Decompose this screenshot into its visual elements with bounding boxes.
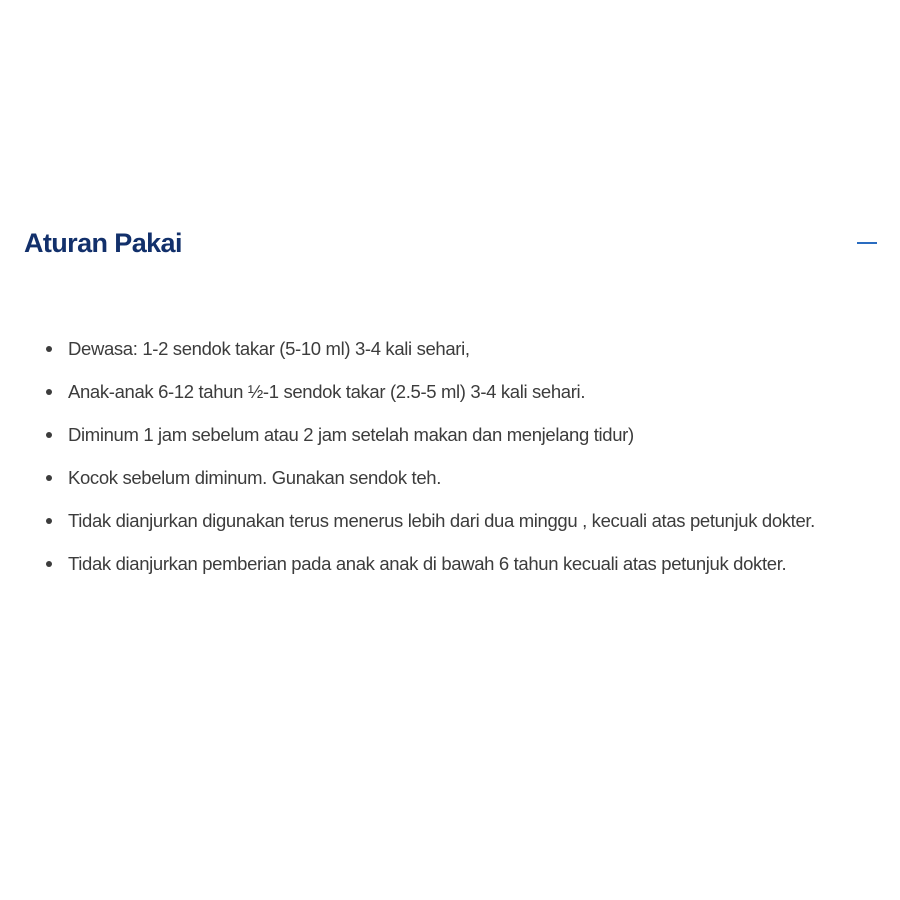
list-item-text: Anak-anak 6-12 tahun ½-1 sendok takar (2.5-5 ml) 3-4 kali sehari. bbox=[68, 381, 586, 402]
bullet-icon bbox=[46, 518, 52, 524]
list-item bbox=[46, 549, 856, 579]
bullet-icon bbox=[46, 432, 52, 438]
list-item bbox=[46, 463, 856, 493]
list-item-text: Tidak dianjurkan pemberian pada anak anak di bawah 6 tahun kecuali atas petunjuk dokter. bbox=[68, 553, 787, 574]
bullet-icon bbox=[46, 561, 52, 567]
bullet-icon bbox=[46, 389, 52, 395]
accordion-header[interactable] bbox=[24, 222, 880, 264]
list-item-text: Diminum 1 jam sebelum atau 2 jam setelah makan dan menjelang tidur) bbox=[68, 424, 634, 445]
list-item-text: Tidak dianjurkan digunakan terus menerus lebih dari dua minggu , kecuali atas petunjuk dokter. bbox=[68, 510, 815, 531]
usage-list bbox=[46, 334, 856, 592]
list-item bbox=[46, 420, 856, 450]
list-item-text: Kocok sebelum diminum. Gunakan sendok teh. bbox=[68, 467, 441, 488]
minus-icon bbox=[857, 241, 877, 245]
list-item bbox=[46, 377, 856, 407]
list-item bbox=[46, 506, 856, 536]
section-title: Aturan Pakai bbox=[24, 227, 182, 258]
bullet-icon bbox=[46, 475, 52, 481]
collapse-toggle-button[interactable] bbox=[856, 232, 878, 254]
list-item bbox=[46, 334, 856, 364]
bullet-icon bbox=[46, 346, 52, 352]
list-item-text: Dewasa: 1-2 sendok takar (5-10 ml) 3-4 kali sehari, bbox=[68, 338, 470, 359]
